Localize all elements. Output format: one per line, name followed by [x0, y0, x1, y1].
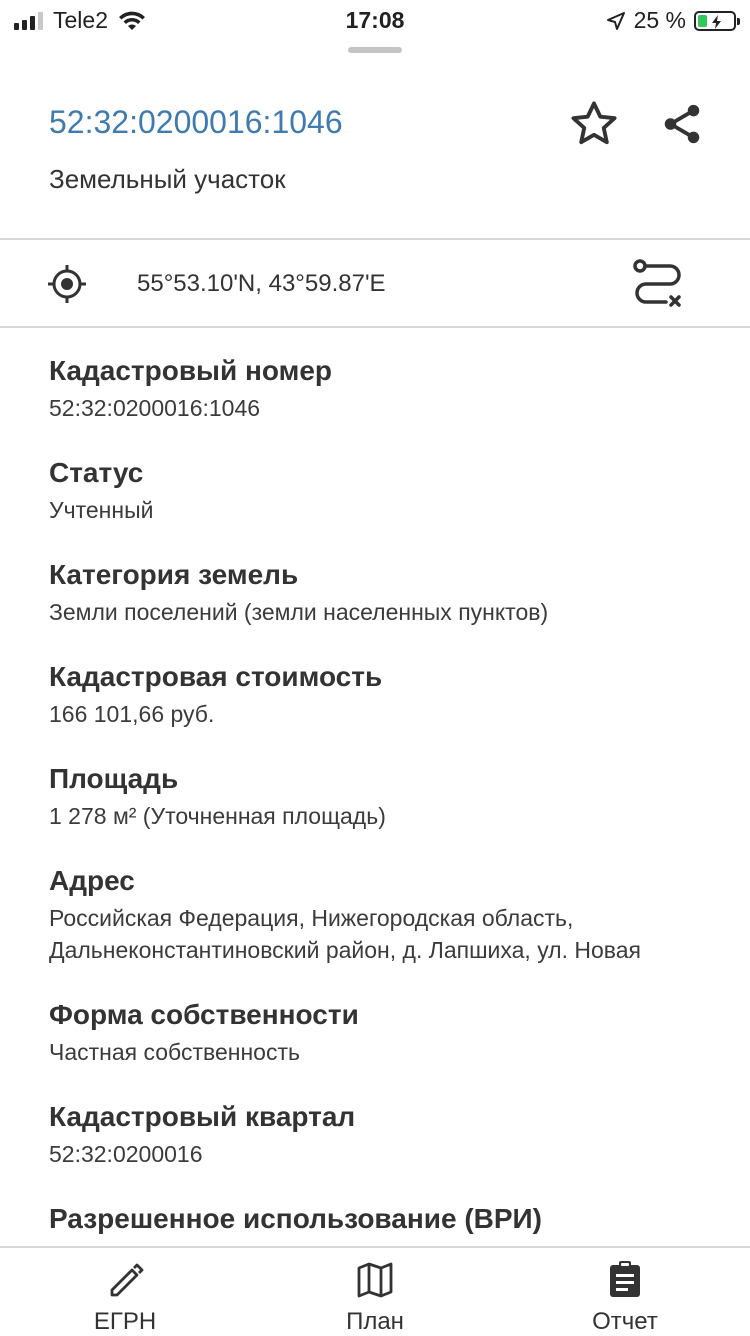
info-label: Статус — [49, 457, 144, 488]
share-button[interactable] — [654, 96, 710, 152]
info-value: 52:32:0200016 — [49, 1141, 203, 1167]
favorite-button[interactable] — [566, 96, 622, 152]
nav-egrn-label: ЕГРН — [93, 1308, 157, 1335]
sheet-grabber[interactable] — [348, 47, 402, 53]
battery-percent: 25 % — [633, 7, 686, 33]
star-outline-icon — [568, 98, 620, 150]
map-icon — [295, 1260, 455, 1298]
info-value: Земли поселений (земли населенных пунктов) — [49, 599, 549, 625]
info-permitted-use — [49, 1200, 709, 1238]
coordinates-text[interactable]: 55°53.10'N, 43°59.87'E — [137, 270, 386, 297]
info-ownership — [49, 996, 709, 1068]
nav-report[interactable] — [545, 1260, 705, 1336]
nav-egrn[interactable] — [45, 1260, 205, 1336]
nav-report-label: Отчет — [592, 1308, 658, 1335]
parcel-info-list — [49, 352, 709, 1268]
info-status — [49, 454, 709, 526]
info-cadastral-value — [49, 658, 709, 730]
clipboard-icon — [545, 1260, 705, 1298]
info-label: Кадастровый номер — [49, 355, 332, 386]
info-cadastral-block — [49, 1098, 709, 1170]
route-icon[interactable] — [630, 258, 686, 312]
bottom-nav — [0, 1246, 750, 1334]
info-address — [49, 862, 709, 966]
info-label: Форма собственности — [49, 999, 359, 1030]
parcel-type-subtitle: Земельный участок — [49, 164, 286, 194]
info-label: Кадастровая стоимость — [49, 661, 383, 692]
info-label: Кадастровый квартал — [49, 1101, 356, 1132]
coordinates-row[interactable] — [0, 240, 750, 326]
info-label: Разрешенное использование (ВРИ) — [49, 1203, 542, 1234]
info-cadastral-number — [49, 352, 709, 424]
info-land-category — [49, 556, 709, 628]
info-value: 166 101,66 руб. — [49, 701, 215, 727]
status-bar — [0, 0, 750, 40]
nav-plan[interactable] — [295, 1260, 455, 1336]
status-time: 17:08 — [345, 7, 405, 33]
info-value: Учтенный — [49, 497, 154, 523]
location-arrow-icon — [606, 11, 626, 31]
info-label: Категория земель — [49, 559, 299, 590]
info-value: 1 278 м² (Уточненная площадь) — [49, 803, 386, 829]
parcel-id-title[interactable]: 52:32:0200016:1046 — [49, 104, 343, 140]
carrier-name: Tele2 — [53, 7, 108, 33]
info-label: Адрес — [49, 865, 135, 896]
gps-target-icon[interactable] — [47, 264, 87, 304]
info-value: 52:32:0200016:1046 — [49, 395, 261, 421]
info-area — [49, 760, 709, 832]
divider-coords — [0, 326, 750, 328]
battery-icon — [694, 11, 736, 31]
info-value: Частная собственность — [49, 1039, 300, 1065]
parcel-header — [0, 60, 750, 238]
nav-plan-label: План — [346, 1308, 404, 1335]
info-value: Российская Федерация, Нижегородская область, Дальнеконстантиновский район, д. Лапшиха, ул. Новая — [49, 905, 641, 963]
info-label: Площадь — [49, 763, 179, 794]
pencil-icon — [45, 1260, 205, 1298]
status-right — [606, 7, 736, 34]
share-icon — [659, 101, 705, 147]
